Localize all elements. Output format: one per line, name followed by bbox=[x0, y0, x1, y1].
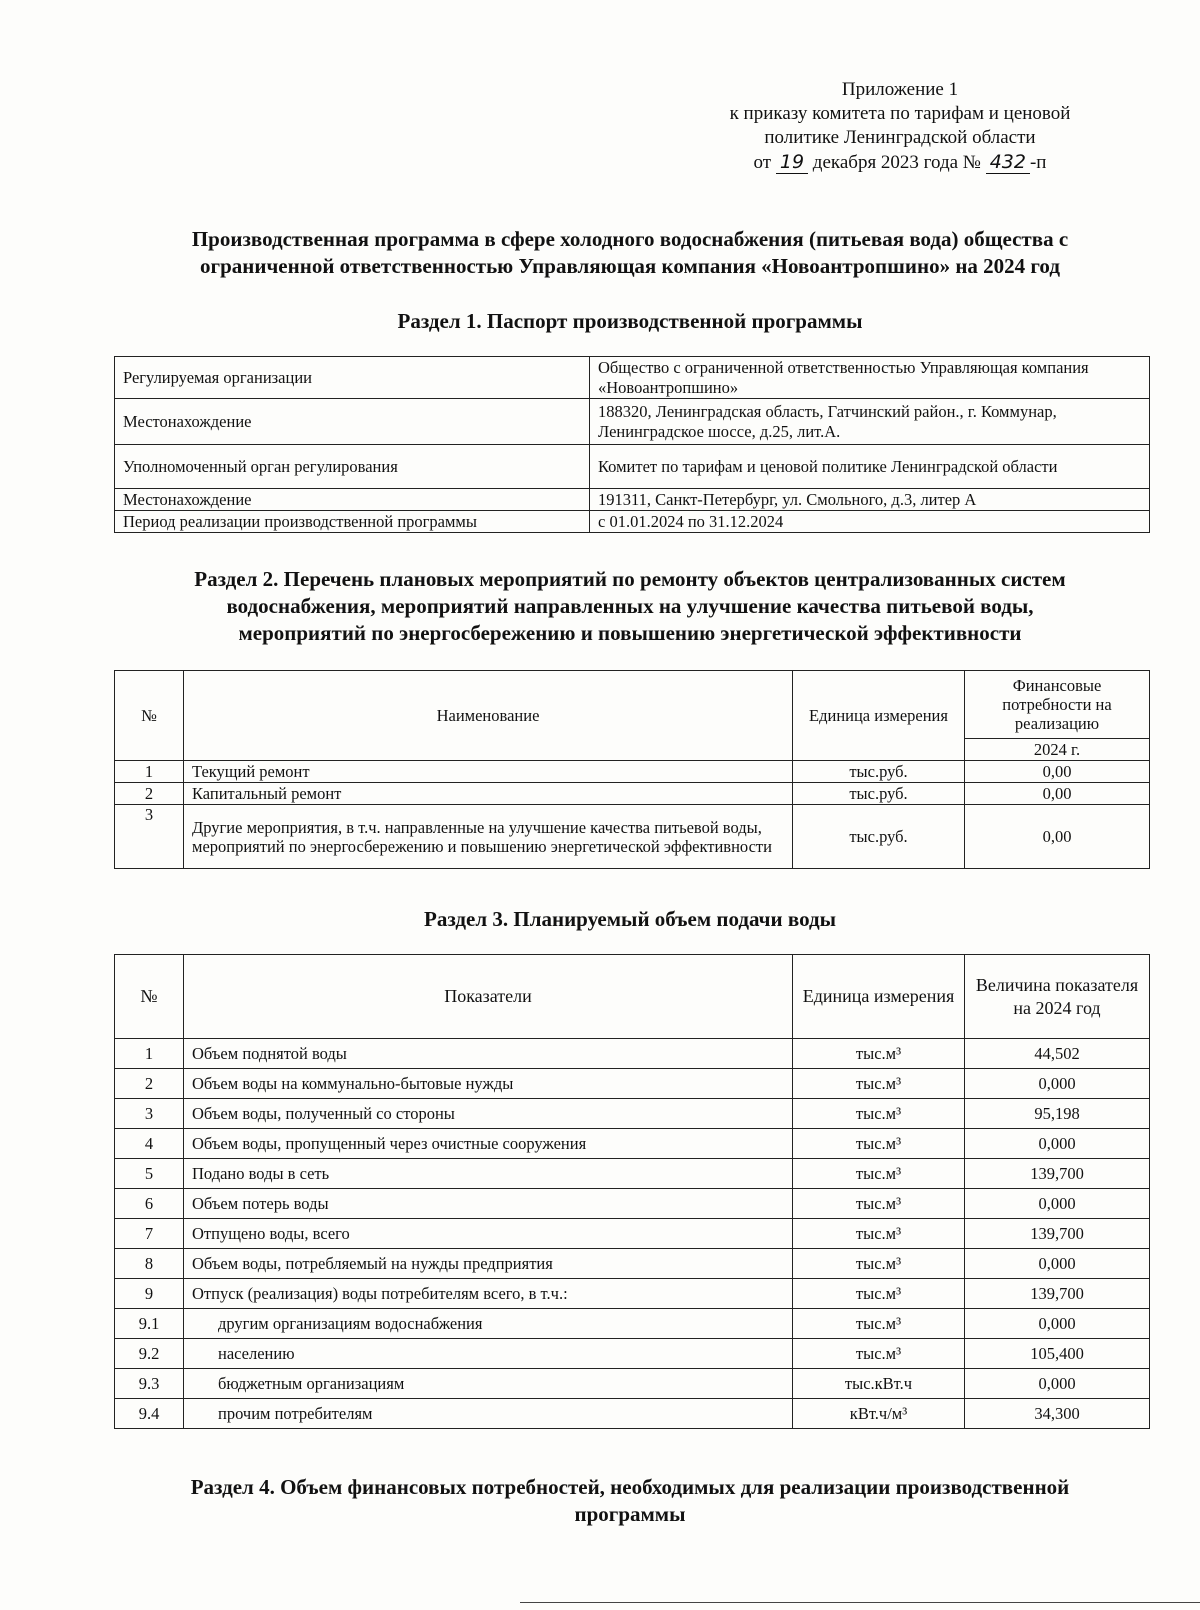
row-num: 3 bbox=[115, 1099, 184, 1129]
row-unit: тыс.м³ bbox=[793, 1189, 965, 1219]
passport-value: с 01.01.2024 по 31.12.2024 bbox=[590, 511, 1150, 533]
date-prefix: от bbox=[753, 152, 772, 173]
row-unit: тыс.м³ bbox=[793, 1159, 965, 1189]
row-unit: тыс.м³ bbox=[793, 1069, 965, 1099]
row-value: 139,700 bbox=[965, 1159, 1150, 1189]
row-name: Объем воды, полученный со стороны bbox=[184, 1099, 793, 1129]
row-value: 95,198 bbox=[965, 1099, 1150, 1129]
section1-heading: Раздел 1. Паспорт производственной программы bbox=[397, 309, 863, 333]
table-row bbox=[115, 1039, 1150, 1069]
table-row bbox=[115, 1189, 1150, 1219]
row-name: бюджетным организациям bbox=[184, 1369, 793, 1399]
passport-value: Общество с ограниченной ответственностью Управляющая компания «Новоантропшино» bbox=[590, 357, 1150, 399]
row-num: 2 bbox=[115, 783, 184, 805]
row-num: 9 bbox=[115, 1279, 184, 1309]
row-num: 2 bbox=[115, 1069, 184, 1099]
table-row bbox=[115, 805, 1150, 869]
appendix-order-ref: к приказу комитета по тарифам и ценовой bbox=[729, 103, 1071, 124]
date-mid: декабря 2023 года № bbox=[812, 152, 981, 173]
table-row bbox=[115, 511, 1150, 533]
row-unit: тыс.м³ bbox=[793, 1129, 965, 1159]
row-num: 4 bbox=[115, 1129, 184, 1159]
row-name: Отпуск (реализация) воды потребителям всего, в т.ч.: bbox=[184, 1279, 793, 1309]
section2-heading-line-2: водоснабжения, мероприятий направленных на улучшение качества питьевой воды, bbox=[226, 594, 1034, 618]
col-header-value: Величина показателя на 2024 год bbox=[965, 955, 1150, 1039]
col-header-indicator: Показатели bbox=[184, 955, 793, 1039]
appendix-header bbox=[640, 78, 1160, 175]
table-row bbox=[115, 1339, 1150, 1369]
col-header-financial: Финансовые потребности на реализацию bbox=[965, 671, 1150, 739]
row-num: 5 bbox=[115, 1159, 184, 1189]
section2-heading-line-3: мероприятий по энергосбережению и повышению энергетической эффективности bbox=[238, 621, 1022, 645]
row-unit: тыс.кВт.ч bbox=[793, 1369, 965, 1399]
passport-value: 191311, Санкт-Петербург, ул. Смольного, д.3, литер А bbox=[590, 489, 1150, 511]
row-unit: тыс.м³ bbox=[793, 1039, 965, 1069]
row-num: 7 bbox=[115, 1219, 184, 1249]
page-bottom-rule bbox=[520, 1602, 1200, 1603]
section2-heading bbox=[100, 566, 1160, 647]
col-header-num: № bbox=[115, 671, 184, 761]
row-num: 9.4 bbox=[115, 1399, 184, 1429]
table-row bbox=[115, 1129, 1150, 1159]
appendix-order-ref-2: политике Ленинградской области bbox=[764, 127, 1036, 148]
row-value: 0,00 bbox=[965, 761, 1150, 783]
row-num: 8 bbox=[115, 1249, 184, 1279]
row-value: 0,00 bbox=[965, 805, 1150, 869]
row-num: 9.3 bbox=[115, 1369, 184, 1399]
row-value: 0,00 bbox=[965, 783, 1150, 805]
row-value: 139,700 bbox=[965, 1219, 1150, 1249]
row-unit: тыс.руб. bbox=[793, 805, 965, 869]
row-name: Отпущено воды, всего bbox=[184, 1219, 793, 1249]
passport-label: Уполномоченный орган регулирования bbox=[115, 445, 590, 489]
table-row bbox=[115, 1249, 1150, 1279]
measures-table bbox=[114, 670, 1150, 869]
row-unit: тыс.м³ bbox=[793, 1219, 965, 1249]
passport-label: Период реализации производственной программы bbox=[115, 511, 590, 533]
order-suffix: -п bbox=[1029, 152, 1047, 173]
passport-label: Регулируемая организации bbox=[115, 357, 590, 399]
row-unit: кВт.ч/м³ bbox=[793, 1399, 965, 1429]
table-row bbox=[115, 1279, 1150, 1309]
row-value: 0,000 bbox=[965, 1189, 1150, 1219]
row-unit: тыс.м³ bbox=[793, 1279, 965, 1309]
table-row bbox=[115, 1099, 1150, 1129]
row-name: Объем воды на коммунально-бытовые нужды bbox=[184, 1069, 793, 1099]
row-name: Текущий ремонт bbox=[184, 761, 793, 783]
row-name: Другие мероприятия, в т.ч. направленные на улучшение качества питьевой воды, мероприятий по энергосбережению и повышению энергетической эффективности bbox=[184, 805, 793, 869]
col-header-unit: Единица измерения bbox=[793, 955, 965, 1039]
handwritten-day: 19 bbox=[776, 151, 808, 174]
col-header-num: № bbox=[115, 955, 184, 1039]
row-name: Капитальный ремонт bbox=[184, 783, 793, 805]
water-supply-table bbox=[114, 954, 1150, 1429]
table-row bbox=[115, 357, 1150, 399]
col-header-year: 2024 г. bbox=[965, 739, 1150, 761]
row-value: 0,000 bbox=[965, 1249, 1150, 1279]
row-name: прочим потребителям bbox=[184, 1399, 793, 1429]
document-title-line-2: ограниченной ответственностью Управляющая компания «Новоантропшино» на 2024 год bbox=[200, 254, 1060, 278]
section2-heading-line-1: Раздел 2. Перечень плановых мероприятий по ремонту объектов централизованных систем bbox=[194, 567, 1066, 591]
row-num: 9.1 bbox=[115, 1309, 184, 1339]
row-value: 0,000 bbox=[965, 1309, 1150, 1339]
passport-value: 188320, Ленинградская область, Гатчинский район., г. Коммунар, Ленинградское шоссе, д.25, лит.А. bbox=[590, 399, 1150, 445]
table-row bbox=[115, 783, 1150, 805]
table-row bbox=[115, 445, 1150, 489]
row-value: 139,700 bbox=[965, 1279, 1150, 1309]
row-num: 1 bbox=[115, 1039, 184, 1069]
row-unit: тыс.м³ bbox=[793, 1099, 965, 1129]
row-name: Объем воды, пропущенный через очистные сооружения bbox=[184, 1129, 793, 1159]
document-title-line-1: Производственная программа в сфере холодного водоснабжения (питьевая вода) общества с bbox=[191, 227, 1069, 251]
document-title bbox=[100, 226, 1160, 280]
row-unit: тыс.м³ bbox=[793, 1249, 965, 1279]
row-name: другим организациям водоснабжения bbox=[184, 1309, 793, 1339]
row-name: Подано воды в сеть bbox=[184, 1159, 793, 1189]
section4-heading bbox=[100, 1474, 1160, 1528]
row-value: 0,000 bbox=[965, 1369, 1150, 1399]
table-row bbox=[115, 761, 1150, 783]
table-row bbox=[115, 1069, 1150, 1099]
table-header-row bbox=[115, 671, 1150, 739]
row-value: 0,000 bbox=[965, 1129, 1150, 1159]
row-name: Объем потерь воды bbox=[184, 1189, 793, 1219]
table-row bbox=[115, 1219, 1150, 1249]
row-num: 9.2 bbox=[115, 1339, 184, 1369]
table-row bbox=[115, 1399, 1150, 1429]
table-row bbox=[115, 489, 1150, 511]
row-value: 34,300 bbox=[965, 1399, 1150, 1429]
passport-value: Комитет по тарифам и ценовой политике Ленинградской области bbox=[590, 445, 1150, 489]
appendix-title: Приложение 1 bbox=[841, 79, 959, 100]
section4-heading-line-2: программы bbox=[574, 1502, 686, 1526]
passport-table bbox=[114, 356, 1150, 533]
section3-heading: Раздел 3. Планируемый объем подачи воды bbox=[424, 907, 836, 931]
row-name: Объем поднятой воды bbox=[184, 1039, 793, 1069]
table-row bbox=[115, 1369, 1150, 1399]
row-num: 3 bbox=[115, 805, 184, 869]
row-num: 1 bbox=[115, 761, 184, 783]
section4-heading-line-1: Раздел 4. Объем финансовых потребностей, необходимых для реализации производственной bbox=[190, 1475, 1070, 1499]
col-header-name: Наименование bbox=[184, 671, 793, 761]
table-row bbox=[115, 399, 1150, 445]
passport-label: Местонахождение bbox=[115, 399, 590, 445]
row-name: населению bbox=[184, 1339, 793, 1369]
row-value: 44,502 bbox=[965, 1039, 1150, 1069]
row-value: 105,400 bbox=[965, 1339, 1150, 1369]
table-header-row bbox=[115, 955, 1150, 1039]
handwritten-order-number: 432 bbox=[986, 151, 1030, 174]
col-header-unit: Единица измерения bbox=[793, 671, 965, 761]
row-name: Объем воды, потребляемый на нужды предприятия bbox=[184, 1249, 793, 1279]
table-row bbox=[115, 1309, 1150, 1339]
row-num: 6 bbox=[115, 1189, 184, 1219]
row-unit: тыс.м³ bbox=[793, 1339, 965, 1369]
row-unit: тыс.м³ bbox=[793, 1309, 965, 1339]
passport-label: Местонахождение bbox=[115, 489, 590, 511]
row-unit: тыс.руб. bbox=[793, 761, 965, 783]
row-unit: тыс.руб. bbox=[793, 783, 965, 805]
table-row bbox=[115, 1159, 1150, 1189]
appendix-date-line bbox=[640, 150, 1160, 175]
row-value: 0,000 bbox=[965, 1069, 1150, 1099]
